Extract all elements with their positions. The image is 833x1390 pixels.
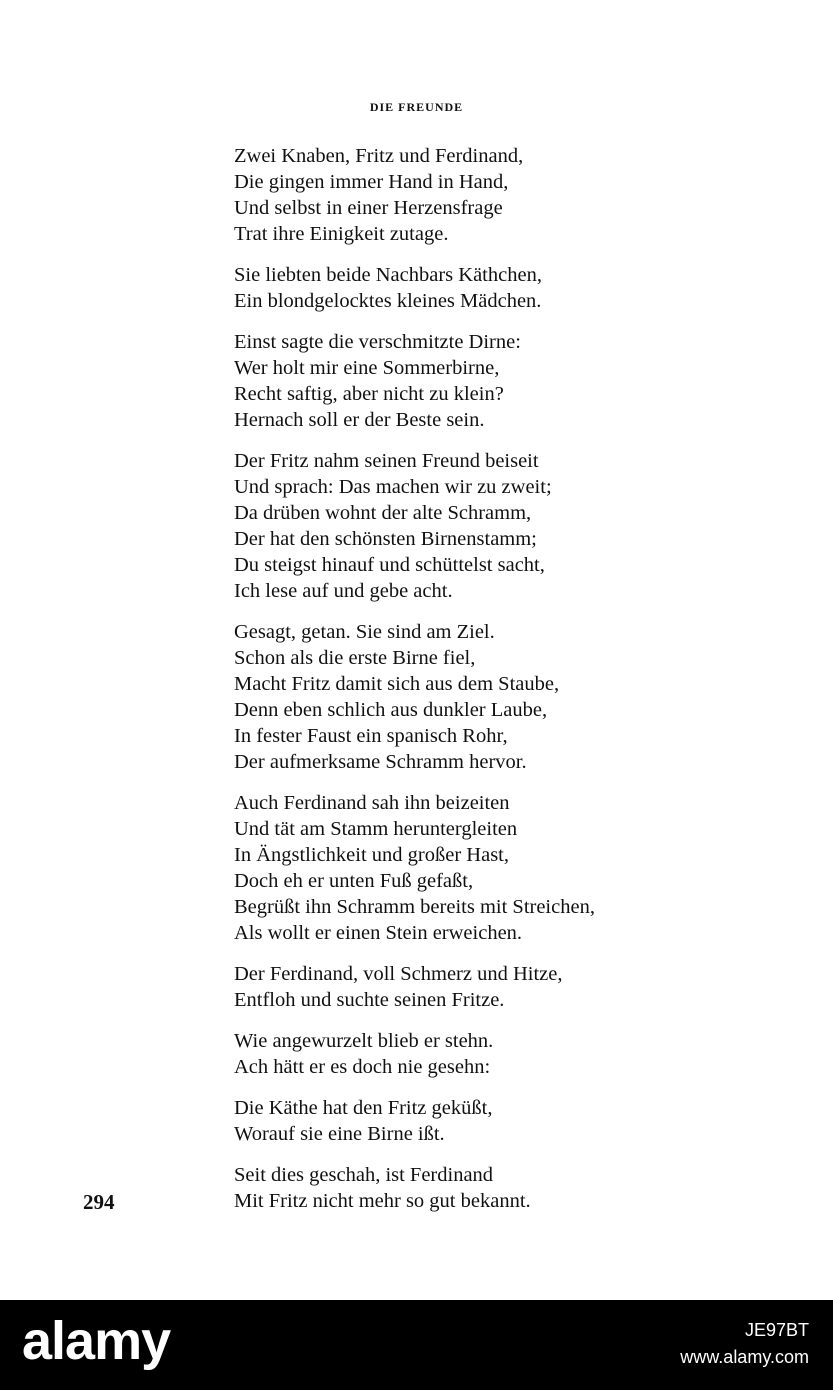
poem-line: Mit Fritz nicht mehr so gut bekannt. [234, 1190, 531, 1212]
poem-line: Wie angewurzelt blieb er stehn. [234, 1030, 494, 1052]
poem-line: Der Fritz nahm seinen Freund beiseit [234, 450, 539, 472]
poem-line: Ich lese auf und gebe acht. [234, 580, 453, 602]
poem-line: Gesagt, getan. Sie sind am Ziel. [234, 621, 495, 643]
stanza [234, 1028, 595, 1080]
poem-line: Begrüßt ihn Schramm bereits mit Streichen, [234, 896, 595, 918]
poem-line: Doch eh er unten Fuß gefaßt, [234, 870, 474, 892]
site-url: www.alamy.com [680, 1347, 809, 1367]
poem-line: Hernach soll er der Beste sein. [234, 409, 485, 431]
poem-line: Schon als die erste Birne fiel, [234, 647, 476, 669]
poem-line: Der hat den schönsten Birnenstamm; [234, 528, 537, 550]
poem-line: Sie liebten beide Nachbars Käthchen, [234, 264, 542, 286]
poem-line: Denn eben schlich aus dunkler Laube, [234, 699, 548, 721]
stanza [234, 143, 595, 247]
poem-line: Der aufmerksame Schramm hervor. [234, 751, 527, 773]
poem-line: Da drüben wohnt der alte Schramm, [234, 502, 532, 524]
stanza [234, 1162, 595, 1214]
poem-title: DIE FREUNDE [369, 100, 464, 114]
stanza [234, 790, 595, 946]
stanza [234, 619, 595, 775]
poem-line: Der Ferdinand, voll Schmerz und Hitze, [234, 963, 563, 985]
poem-line: Entfloh und suchte seinen Fritze. [234, 989, 505, 1011]
poem-line: In fester Faust ein spanisch Rohr, [234, 725, 508, 747]
stanza [234, 1095, 595, 1147]
poem-line: Die gingen immer Hand in Hand, [234, 171, 509, 193]
poem-line: Worauf sie eine Birne ißt. [234, 1123, 445, 1145]
poem-line: Als wollt er einen Stein erweichen. [234, 922, 523, 944]
poem-line: Seit dies geschah, ist Ferdinand [234, 1164, 494, 1186]
stanza [234, 329, 595, 433]
poem-line: Macht Fritz damit sich aus dem Staube, [234, 673, 560, 695]
poem-line: Auch Ferdinand sah ihn beizeiten [234, 792, 510, 814]
poem-line: Recht saftig, aber nicht zu klein? [234, 383, 504, 405]
stanza [234, 961, 595, 1013]
stanza [234, 448, 595, 604]
page-number: 294 [83, 1190, 115, 1214]
poem-body [234, 143, 595, 1229]
poem-line: Wer holt mir eine Sommerbirne, [234, 357, 500, 379]
poem-line: Du steigst hinauf und schüttelst sacht, [234, 554, 545, 576]
poem-line: Und tät am Stamm heruntergleiten [234, 818, 518, 840]
poem-line: Ach hätt er es doch nie gesehn: [234, 1056, 491, 1078]
poem-line: Einst sagte die verschmitzte Dirne: [234, 331, 521, 353]
poem-line: Und selbst in einer Herzensfrage [234, 197, 503, 219]
image-id: JE97BT [744, 1320, 809, 1340]
poem-line: Zwei Knaben, Fritz und Ferdinand, [234, 145, 524, 167]
poem-line: Und sprach: Das machen wir zu zweit; [234, 476, 552, 498]
poem-line: Ein blondgelocktes kleines Mädchen. [234, 290, 542, 312]
poem-line: Trat ihre Einigkeit zutage. [234, 223, 449, 245]
poem-line: Die Käthe hat den Fritz geküßt, [234, 1097, 493, 1119]
stanza [234, 262, 595, 314]
poem-line: In Ängstlichkeit und großer Hast, [234, 844, 509, 866]
alamy-logo: alamy [22, 1311, 171, 1371]
